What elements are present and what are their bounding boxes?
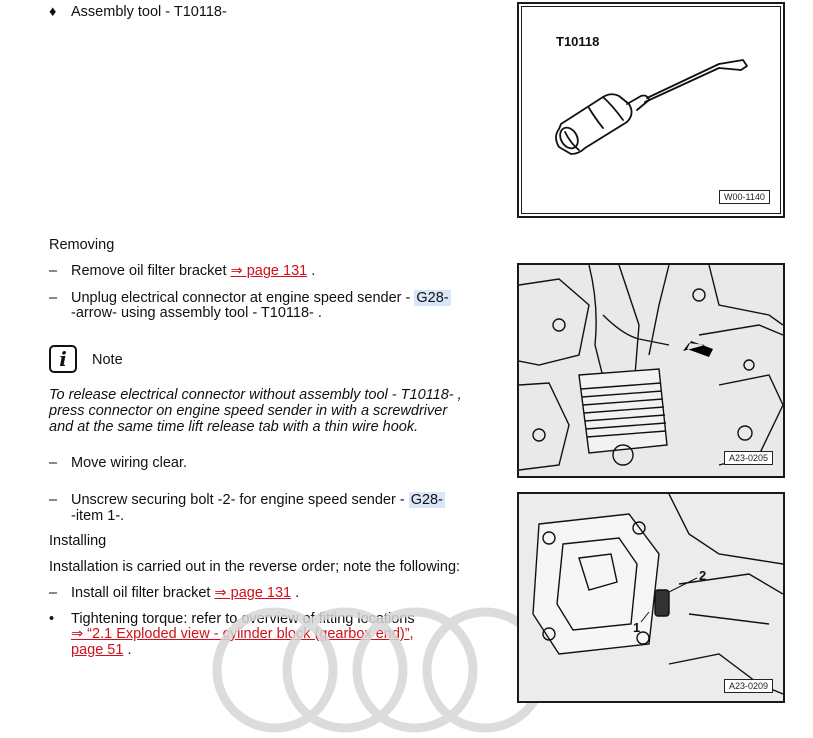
step-marker: – (49, 263, 58, 279)
callout-2: 2 (699, 568, 707, 583)
installing-intro: Installation is carried out in the reverse order; note the following: (49, 559, 461, 575)
note-line-2: press connector on engine speed sender in with a screwdriver (49, 403, 448, 419)
note-label: Note (92, 352, 123, 368)
step-after: . (307, 263, 316, 279)
removing-heading: Removing (49, 237, 115, 253)
step-text: Unscrew securing bolt -2- for engine speed sender - (71, 492, 409, 508)
figure-engine-speed-sender (517, 263, 785, 478)
page-51-link[interactable]: page 51 (71, 642, 124, 658)
step-move-wiring: Move wiring clear. (71, 455, 188, 471)
step-torque: Tightening torque: refer to overview of fitting locations (71, 611, 415, 627)
note-line-3: and at the same time lift release tab with a thin wire hook. (49, 419, 419, 435)
step-torque-page-line (71, 642, 131, 659)
rings-watermark (205, 598, 545, 738)
assembly-bullet: ♦ (49, 4, 57, 20)
step-text: Install oil filter bracket (71, 585, 215, 601)
figure-tool-t10118 (517, 2, 785, 218)
engine-photo-drawing (519, 265, 783, 476)
page-131-link[interactable]: ⇒ page 131 (230, 263, 308, 279)
note-line-1: To release electrical connector without assembly tool - T10118- , (49, 387, 462, 403)
step-text: Unplug electrical connector at engine speed sender - (71, 290, 415, 306)
step-unscrew-bolt (71, 492, 445, 509)
step-remove-bracket (71, 263, 315, 280)
step-unscrew-line2: -item 1-. (71, 508, 125, 524)
info-icon: i (49, 345, 77, 373)
installing-heading: Installing (49, 533, 107, 549)
figure-id: A23-0209 (724, 679, 773, 693)
step-unplug-line2: -arrow- using assembly tool - T10118- . (71, 305, 322, 321)
step-after: . (123, 642, 132, 658)
cylinder-block-drawing (519, 494, 783, 701)
page-131-link[interactable]: ⇒ page 131 (214, 585, 292, 601)
g28-highlight[interactable]: G28- (410, 492, 443, 508)
exploded-view-link[interactable]: ⇒ “2.1 Exploded view - cylinder block (gearbox end)”, (71, 626, 414, 642)
step-after: . (291, 585, 300, 601)
step-text: Remove oil filter bracket (71, 263, 231, 279)
step-marker: – (49, 492, 58, 508)
tool-label: T10118 (556, 34, 600, 49)
step-marker: – (49, 455, 58, 471)
assembly-tool-text: Assembly tool - T10118- (71, 4, 227, 20)
callout-1: 1 (633, 620, 641, 635)
figure-id: W00-1140 (719, 190, 770, 204)
step-marker: – (49, 585, 58, 601)
step-marker: – (49, 290, 58, 306)
figure-speed-sender-location (517, 492, 785, 703)
g28-highlight[interactable]: G28- (416, 290, 449, 306)
figure-id: A23-0205 (724, 451, 773, 465)
step-marker: • (49, 611, 55, 627)
